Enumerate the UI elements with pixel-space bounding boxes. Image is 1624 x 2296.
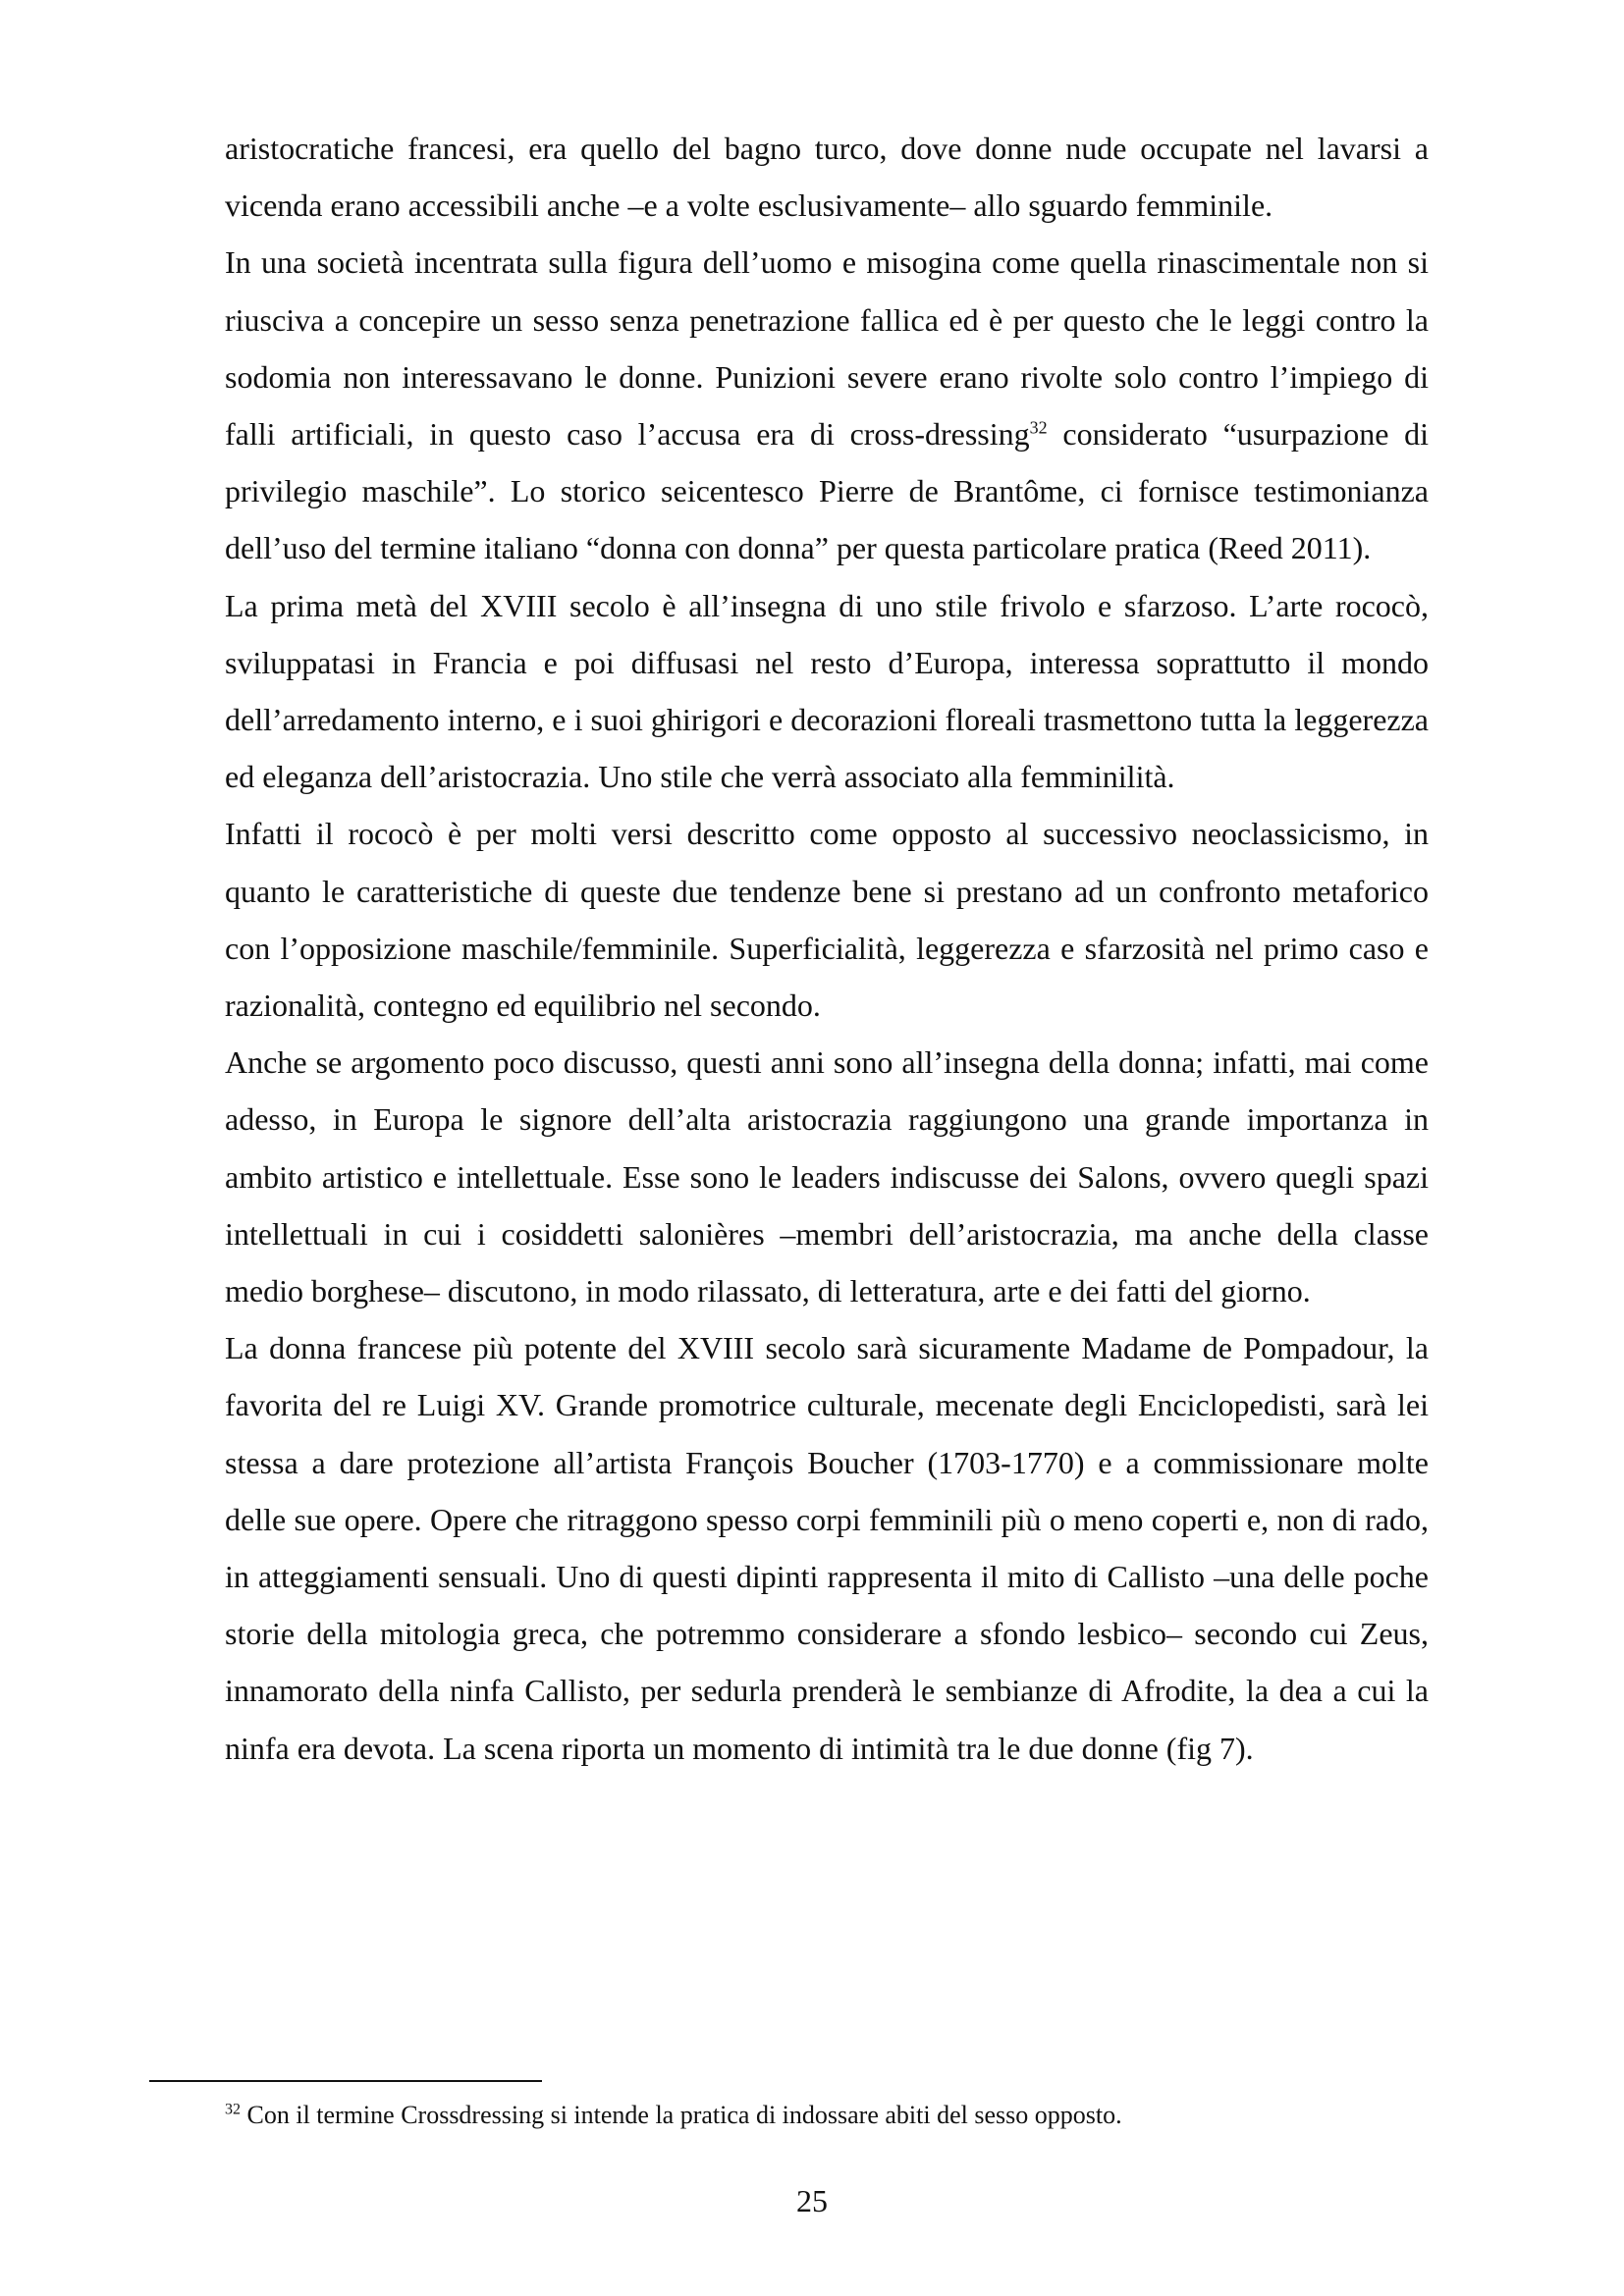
footnote-reference: 32 [1029,417,1048,438]
footnote-divider [149,2080,542,2082]
footnote-number: 32 [225,2101,241,2118]
paragraph-5: Anche se argomento poco discusso, questi anni sono all’insegna della donna; infatti, mai come adesso, in Europa le signore dell’alta aristocrazia raggiungono una grande importanza in ambito artistico e intellettuale. Esse sono le leaders indiscusse dei Salons, ovvero quegli spazi intellettuali in cui i cosiddetti salonières –membri dell’aristocrazia, ma anche della classe medio borghese– discutono, in modo rilassato, di letteratura, arte e dei fatti del giorno. [225,1044,1429,1309]
paragraph-2-text-before: In una società incentrata sulla figura dell’uomo e misogina come quella rinascimentale non si riusciva a concepire un sesso senza penetrazione fallica ed è per questo che le leggi contro la sodomia non interessavano le donne. Punizioni severe erano rivolte solo contro l’impiego di falli artificiali, in questo caso l’accusa era di cross-dressing [225,244,1429,453]
paragraph-4: Infatti il rococò è per molti versi descritto come opposto al successivo neoclassicismo, in quanto le caratteristiche di queste due tendenze bene si prestano ad un confronto metaforico con l’opposizione maschile/femminile. Superficialità, leggerezza e sfarzosità nel primo caso e razionalità, contegno ed equilibrio nel secondo. [225,816,1429,1024]
paragraph-2-text-after: considerato “usurpazione di privilegio maschile”. Lo storico seicentesco Pierre de Brantôme, ci fornisce testimonianza dell’uso del termine italiano “donna con donna” per questa particolare pratica (Reed 2011). [225,416,1430,566]
paragraph-6: La donna francese più potente del XVIII secolo sarà sicuramente Madame de Pompadour, la favorita del re Luigi XV. Grande promotrice culturale, mecenate degli Enciclopedisti, sarà lei stessa a dare protezione all’artista François Boucher (1703-1770) e a commissionare molte delle sue opere. Opere che ritraggono spesso corpi femminili più o meno coperti e, non di rado, in atteggiamenti sensuali. Uno di questi dipinti rappresenta il mito di Callisto –una delle poche storie della mitologia greca, che potremmo considerare a sfondo lesbico– secondo cui Zeus, innamorato della ninfa Callisto, per sedurla prenderà le sembianze di Afrodite, la dea a cui la ninfa era devota. La scena riporta un momento di intimità tra le due donne (fig 7). [225,1330,1429,1766]
footnote [225,2098,1429,2133]
paragraph-1: aristocratiche francesi, era quello del bagno turco, dove donne nude occupate nel lavarsi a vicenda erano accessibili anche –e a volte esclusivamente– allo sguardo femminile. [225,131,1429,224]
paragraph-2 [225,234,1429,576]
page-number: 25 [796,2183,828,2218]
paragraph-3: La prima metà del XVIII secolo è all’insegna di uno stile frivolo e sfarzoso. L’arte rococò, sviluppatasi in Francia e poi diffusasi nel resto d’Europa, interessa soprattutto il mondo dell’arredamento interno, e i suoi ghirigori e decorazioni floreali trasmettono tutta la leggerezza ed eleganza dell’aristocrazia. Uno stile che verrà associato alla femminilità. [225,587,1429,795]
body-text [225,120,1429,1777]
footnote-text: Con il termine Crossdressing si intende la pratica di indossare abiti del sesso opposto. [241,2101,1122,2129]
